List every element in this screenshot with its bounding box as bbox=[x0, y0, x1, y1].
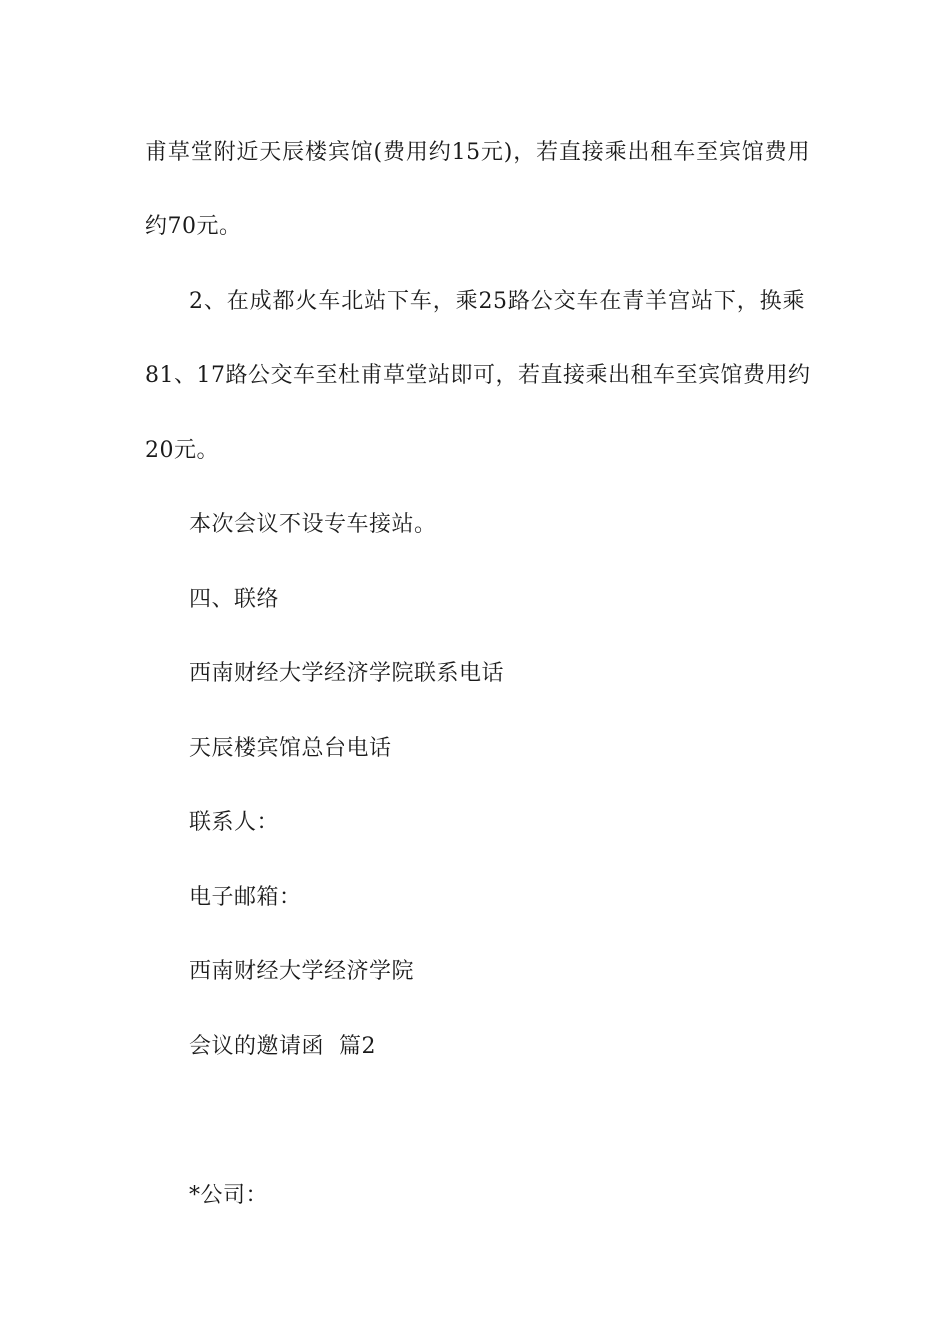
paragraph-1-line-2: 约70元。 bbox=[145, 214, 242, 239]
paragraph-2-line-2: 81、17路公交车至杜甫草堂站即可，若直接乘出租车至宾馆费用约 bbox=[145, 363, 811, 388]
pickup-note: 本次会议不设专车接站。 bbox=[189, 512, 437, 537]
hotel-phone-line: 天辰楼宾馆总台电话 bbox=[189, 736, 392, 761]
next-document-title: 会议的邀请函 篇2 bbox=[189, 1034, 376, 1059]
contact-person-line: 联系人： bbox=[189, 810, 280, 835]
signature-line: 西南财经大学经济学院 bbox=[189, 959, 415, 984]
paragraph-2-line-3: 20元。 bbox=[145, 438, 219, 463]
email-line: 电子邮箱： bbox=[189, 885, 302, 910]
salutation-line: *公司： bbox=[189, 1183, 269, 1208]
paragraph-1-line-1: 甫草堂附近天辰楼宾馆(费用约15元)，若直接乘出租车至宾馆费用 bbox=[145, 140, 810, 165]
school-phone-line: 西南财经大学经济学院联系电话 bbox=[189, 661, 505, 686]
section-heading-contact: 四、联络 bbox=[189, 587, 280, 612]
paragraph-2-line-1: 2、在成都火车北站下车，乘25路公交车在青羊宫站下，换乘 bbox=[189, 289, 805, 314]
